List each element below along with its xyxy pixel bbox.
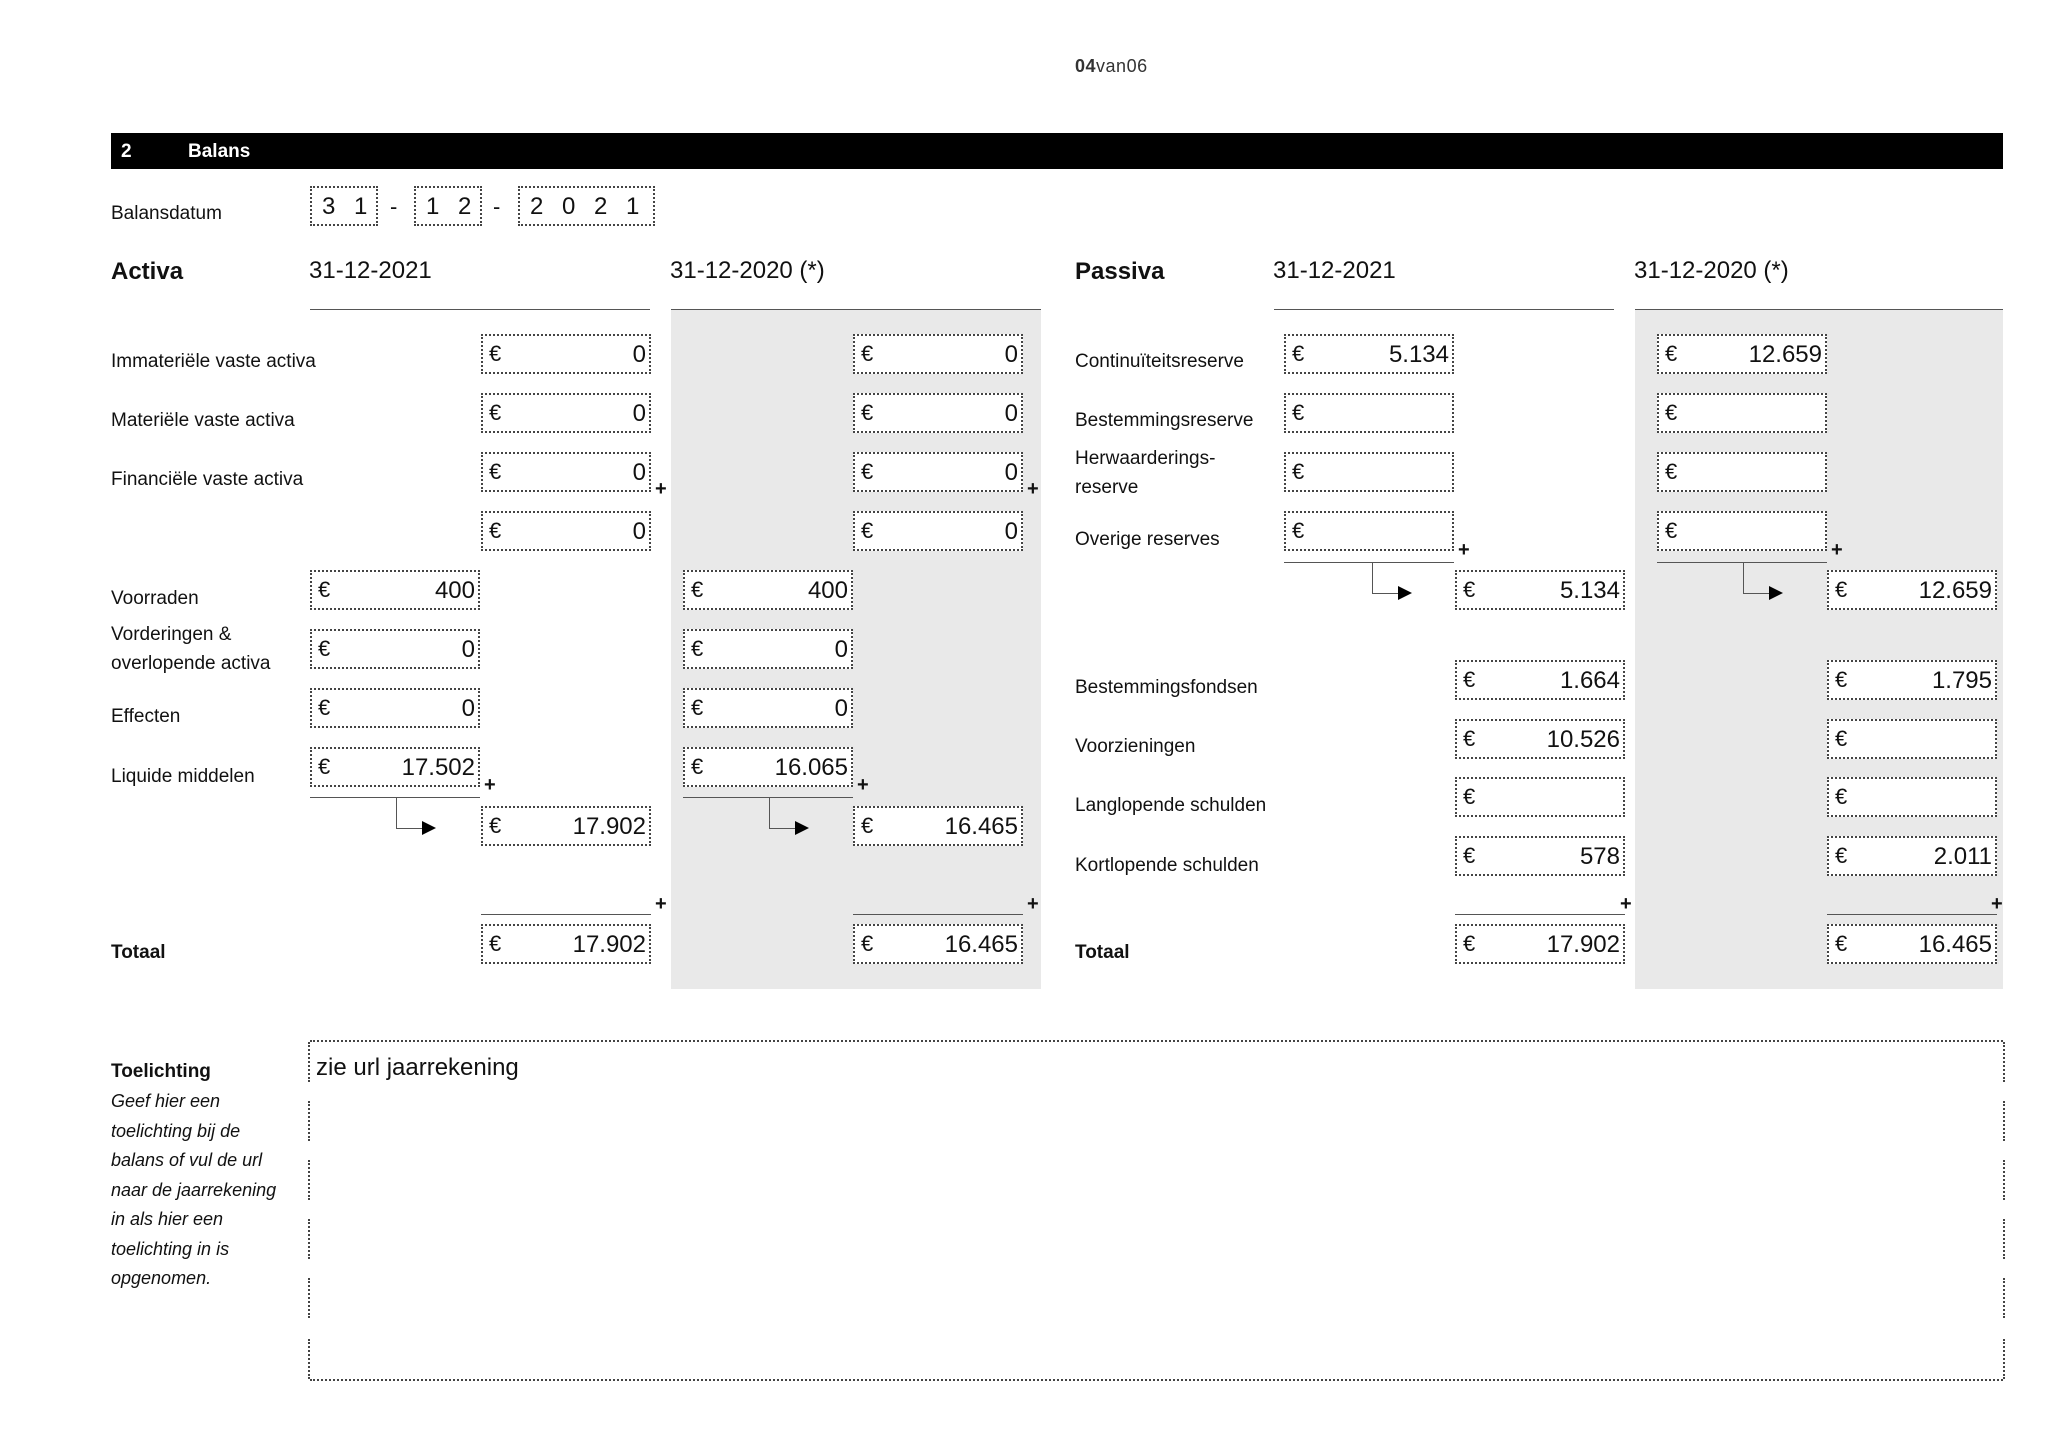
textarea-edge bbox=[2003, 1160, 2005, 1200]
currency-symbol: € bbox=[489, 341, 502, 366]
input-bestemmingsreserve-current[interactable] bbox=[1284, 393, 1454, 433]
field-value: 16.465 bbox=[1918, 931, 1992, 958]
currency-symbol: € bbox=[1292, 518, 1305, 543]
currency-symbol: € bbox=[489, 459, 502, 484]
currency-symbol: € bbox=[1835, 931, 1848, 956]
field-value: 16.465 bbox=[944, 813, 1018, 840]
input-liquide-previous[interactable] bbox=[683, 747, 853, 787]
currency-symbol: € bbox=[1463, 784, 1476, 809]
sum-rule bbox=[1284, 562, 1454, 563]
arrow-shaft bbox=[769, 828, 795, 829]
textarea-edge bbox=[2003, 1219, 2005, 1259]
arrow-right-icon bbox=[422, 821, 436, 835]
input-immateriele-previous[interactable] bbox=[853, 334, 1023, 374]
input-materiele-previous[interactable] bbox=[853, 393, 1023, 433]
input-bestemmingsfondsen-previous[interactable] bbox=[1827, 660, 1997, 700]
currency-symbol: € bbox=[489, 813, 502, 838]
input-voorraden-current[interactable] bbox=[310, 570, 480, 610]
activa-col-previous: 31-12-2020 (*) bbox=[670, 257, 825, 284]
page-number bbox=[1075, 56, 1148, 77]
field-value: 400 bbox=[434, 577, 475, 604]
plus-sign: + bbox=[1458, 539, 1470, 561]
textarea-edge bbox=[308, 1339, 310, 1379]
output-passiva-totaal-current bbox=[1455, 924, 1625, 964]
total-rule bbox=[853, 914, 1023, 915]
year-digit-1: 2 bbox=[530, 193, 544, 220]
input-voorraden-previous[interactable] bbox=[683, 570, 853, 610]
input-immateriele-current[interactable] bbox=[481, 334, 651, 374]
passiva-totaal-label: Totaal bbox=[1075, 942, 1130, 963]
currency-symbol: € bbox=[1463, 843, 1476, 868]
input-bestemmingsfondsen-current[interactable] bbox=[1455, 660, 1625, 700]
label-overige-reserves: Overige reserves bbox=[1075, 529, 1220, 550]
toelichting-help bbox=[111, 1087, 276, 1294]
activa-title: Activa bbox=[111, 258, 184, 285]
field-value: 0 bbox=[461, 636, 475, 663]
arrow-stem bbox=[769, 797, 770, 829]
sum-rule bbox=[683, 797, 853, 798]
textarea-edge bbox=[2003, 1278, 2005, 1318]
field-value: 16.065 bbox=[774, 754, 848, 781]
output-reserves-subtotal-previous bbox=[1827, 570, 1997, 610]
input-kortlopende-current[interactable] bbox=[1455, 836, 1625, 876]
month-digit-2: 2 bbox=[458, 193, 472, 220]
arrow-right-icon bbox=[795, 821, 809, 835]
currency-symbol: € bbox=[489, 931, 502, 956]
help-line: Geef hier een bbox=[111, 1091, 221, 1111]
field-value: 10.526 bbox=[1546, 726, 1620, 753]
input-bestemmingsreserve-previous[interactable] bbox=[1657, 393, 1827, 433]
output-vlottend-subtotal-previous bbox=[853, 806, 1023, 846]
currency-symbol: € bbox=[1835, 726, 1848, 751]
input-effecten-previous[interactable] bbox=[683, 688, 853, 728]
label-continuiteitsreserve: Continuïteitsreserve bbox=[1075, 351, 1244, 372]
currency-symbol: € bbox=[1835, 784, 1848, 809]
day-digit-2: 1 bbox=[354, 193, 368, 220]
textarea-edge bbox=[308, 1278, 310, 1318]
input-liquide-current[interactable] bbox=[310, 747, 480, 787]
currency-symbol: € bbox=[318, 754, 331, 779]
textarea-edge bbox=[308, 1101, 310, 1141]
currency-symbol: € bbox=[1463, 726, 1476, 751]
balansdatum-day[interactable] bbox=[310, 186, 378, 226]
label-bestemmingsfondsen: Bestemmingsfondsen bbox=[1075, 677, 1258, 698]
label-herwaarderings-line2: reserve bbox=[1075, 477, 1139, 498]
field-value: 5.134 bbox=[1388, 341, 1449, 368]
sum-rule bbox=[310, 797, 480, 798]
field-value: 5.134 bbox=[1559, 577, 1620, 604]
currency-symbol: € bbox=[861, 931, 874, 956]
plus-sign: + bbox=[1831, 539, 1843, 561]
currency-symbol: € bbox=[1835, 843, 1848, 868]
output-passiva-totaal-previous bbox=[1827, 924, 1997, 964]
activa-col-current: 31-12-2021 bbox=[309, 257, 432, 284]
input-financiele-current[interactable] bbox=[481, 452, 651, 492]
output-reserves-subtotal-current bbox=[1455, 570, 1625, 610]
label-vorderingen-line1: Vorderingen & bbox=[111, 624, 232, 645]
help-line: naar de jaarrekening bbox=[111, 1179, 277, 1200]
field-value: 0 bbox=[834, 636, 848, 663]
help-line: balans of vul de url bbox=[111, 1150, 263, 1170]
page-of-label: van bbox=[1096, 56, 1127, 76]
output-activa-totaal-current bbox=[481, 924, 651, 964]
arrow-stem bbox=[396, 797, 397, 829]
input-vorderingen-previous[interactable] bbox=[683, 629, 853, 669]
textarea-edge bbox=[308, 1160, 310, 1200]
label-bestemmingsreserve: Bestemmingsreserve bbox=[1075, 410, 1254, 431]
currency-symbol: € bbox=[861, 341, 874, 366]
input-herwaarderingsreserve-current[interactable] bbox=[1284, 452, 1454, 492]
total-rule bbox=[1827, 914, 1997, 915]
currency-symbol: € bbox=[318, 636, 331, 661]
currency-symbol: € bbox=[691, 695, 704, 720]
currency-symbol: € bbox=[1463, 931, 1476, 956]
field-value: 17.902 bbox=[572, 813, 646, 840]
label-financiele-vaste-activa: Financiële vaste activa bbox=[111, 469, 304, 490]
input-continuiteitsreserve-previous[interactable] bbox=[1657, 334, 1827, 374]
label-langlopende-schulden: Langlopende schulden bbox=[1075, 795, 1267, 816]
textarea-edge bbox=[2003, 1042, 2005, 1082]
label-voorraden: Voorraden bbox=[111, 588, 199, 609]
passiva-col-current: 31-12-2021 bbox=[1273, 257, 1396, 284]
field-value: 17.902 bbox=[572, 931, 646, 958]
input-materiele-current[interactable] bbox=[481, 393, 651, 433]
page-total: 06 bbox=[1126, 56, 1148, 76]
field-value: 2.011 bbox=[1933, 843, 1992, 870]
date-separator-1: - bbox=[390, 194, 398, 219]
output-activa-totaal-previous bbox=[853, 924, 1023, 964]
activa-current-header-rule bbox=[310, 309, 650, 310]
currency-symbol: € bbox=[1292, 459, 1305, 484]
day-digit-1: 3 bbox=[322, 193, 336, 220]
label-voorzieningen: Voorzieningen bbox=[1075, 736, 1196, 757]
label-effecten: Effecten bbox=[111, 706, 181, 727]
arrow-shaft bbox=[1372, 593, 1398, 594]
sum-rule bbox=[1657, 562, 1827, 563]
label-kortlopende-schulden: Kortlopende schulden bbox=[1075, 855, 1259, 876]
passiva-previous-header-rule bbox=[1635, 309, 2003, 310]
total-rule bbox=[481, 914, 651, 915]
plus-sign: + bbox=[1027, 478, 1039, 500]
passiva-current-header-rule bbox=[1274, 309, 1614, 310]
field-value: 17.902 bbox=[1546, 931, 1620, 958]
textarea-edge bbox=[308, 1219, 310, 1259]
plus-sign: + bbox=[484, 774, 496, 796]
field-value: 0 bbox=[834, 695, 848, 722]
arrow-shaft bbox=[1743, 593, 1769, 594]
currency-symbol: € bbox=[1463, 577, 1476, 602]
passiva-title: Passiva bbox=[1075, 258, 1165, 285]
input-overige-reserves-previous[interactable] bbox=[1657, 511, 1827, 551]
field-value: 0 bbox=[1004, 341, 1018, 368]
currency-symbol: € bbox=[1665, 341, 1678, 366]
currency-symbol: € bbox=[861, 813, 874, 838]
currency-symbol: € bbox=[691, 754, 704, 779]
currency-symbol: € bbox=[861, 459, 874, 484]
field-value: 0 bbox=[1004, 518, 1018, 545]
input-langlopende-previous[interactable] bbox=[1827, 777, 1997, 817]
input-continuiteitsreserve-current[interactable] bbox=[1284, 334, 1454, 374]
textarea-edge bbox=[2003, 1339, 2005, 1379]
currency-symbol: € bbox=[1835, 667, 1848, 692]
field-value: 0 bbox=[1004, 400, 1018, 427]
input-kortlopende-previous[interactable] bbox=[1827, 836, 1997, 876]
currency-symbol: € bbox=[1835, 577, 1848, 602]
page-current: 04 bbox=[1075, 56, 1097, 76]
input-vorderingen-current[interactable] bbox=[310, 629, 480, 669]
year-digit-2: 0 bbox=[562, 193, 576, 220]
label-immateriele-vaste-activa: Immateriële vaste activa bbox=[111, 351, 316, 372]
field-value: 1.664 bbox=[1559, 667, 1620, 694]
toelichting-value: zie url jaarrekening bbox=[316, 1054, 519, 1081]
arrow-stem bbox=[1743, 562, 1744, 594]
plus-sign: + bbox=[1620, 893, 1632, 915]
field-value: 0 bbox=[632, 341, 646, 368]
activa-previous-header-rule bbox=[671, 309, 1041, 310]
plus-sign: + bbox=[655, 893, 667, 915]
currency-symbol: € bbox=[1463, 667, 1476, 692]
section-header bbox=[111, 133, 2003, 169]
help-line: toelichting bij de bbox=[111, 1120, 241, 1141]
output-vaste-subtotal-current bbox=[481, 511, 651, 551]
help-line: in als hier een bbox=[111, 1209, 224, 1229]
balansdatum-year[interactable] bbox=[518, 186, 655, 226]
label-materiele-vaste-activa: Materiële vaste activa bbox=[111, 410, 295, 431]
section-number: 2 bbox=[121, 141, 132, 162]
currency-symbol: € bbox=[1665, 400, 1678, 425]
field-value: 0 bbox=[632, 459, 646, 486]
textarea-edge bbox=[2003, 1101, 2005, 1141]
help-line: opgenomen. bbox=[111, 1268, 212, 1288]
currency-symbol: € bbox=[489, 400, 502, 425]
textarea-edge bbox=[308, 1042, 310, 1082]
year-digit-3: 2 bbox=[594, 193, 608, 220]
plus-sign: + bbox=[1991, 893, 2003, 915]
input-financiele-previous[interactable] bbox=[853, 452, 1023, 492]
plus-sign: + bbox=[857, 774, 869, 796]
activa-totaal-label: Totaal bbox=[111, 942, 166, 963]
currency-symbol: € bbox=[861, 400, 874, 425]
total-rule bbox=[1455, 914, 1625, 915]
toelichting-title: Toelichting bbox=[111, 1061, 211, 1082]
currency-symbol: € bbox=[489, 518, 502, 543]
field-value: 0 bbox=[1004, 459, 1018, 486]
output-vlottend-subtotal-current bbox=[481, 806, 651, 846]
currency-symbol: € bbox=[691, 636, 704, 661]
arrow-right-icon bbox=[1769, 586, 1783, 600]
passiva-col-previous: 31-12-2020 (*) bbox=[1634, 257, 1789, 284]
field-value: 0 bbox=[632, 518, 646, 545]
month-digit-1: 1 bbox=[426, 193, 440, 220]
field-value: 17.502 bbox=[401, 754, 475, 781]
section-title: Balans bbox=[188, 141, 251, 162]
currency-symbol: € bbox=[1292, 341, 1305, 366]
arrow-right-icon bbox=[1398, 586, 1412, 600]
label-herwaarderings-line1: Herwaarderings- bbox=[1075, 448, 1216, 469]
currency-symbol: € bbox=[1665, 459, 1678, 484]
label-vorderingen-line2: overlopende activa bbox=[111, 653, 271, 674]
currency-symbol: € bbox=[1665, 518, 1678, 543]
field-value: 1.795 bbox=[1931, 667, 1992, 694]
arrow-stem bbox=[1372, 562, 1373, 594]
currency-symbol: € bbox=[691, 577, 704, 602]
plus-sign: + bbox=[655, 478, 667, 500]
input-effecten-current[interactable] bbox=[310, 688, 480, 728]
arrow-shaft bbox=[396, 828, 422, 829]
field-value: 578 bbox=[1579, 843, 1620, 870]
currency-symbol: € bbox=[861, 518, 874, 543]
label-liquide-middelen: Liquide middelen bbox=[111, 766, 255, 787]
toelichting-textarea[interactable] bbox=[310, 1040, 2003, 1381]
field-value: 400 bbox=[807, 577, 848, 604]
input-langlopende-current[interactable] bbox=[1455, 777, 1625, 817]
date-separator-2: - bbox=[493, 194, 501, 219]
field-value: 16.465 bbox=[944, 931, 1018, 958]
input-overige-reserves-current[interactable] bbox=[1284, 511, 1454, 551]
field-value: 0 bbox=[632, 400, 646, 427]
input-herwaarderingsreserve-previous[interactable] bbox=[1657, 452, 1827, 492]
currency-symbol: € bbox=[318, 577, 331, 602]
input-voorzieningen-previous[interactable] bbox=[1827, 719, 1997, 759]
currency-symbol: € bbox=[318, 695, 331, 720]
field-value: 12.659 bbox=[1748, 341, 1822, 368]
field-value: 12.659 bbox=[1918, 577, 1992, 604]
input-voorzieningen-current[interactable] bbox=[1455, 719, 1625, 759]
field-value: 0 bbox=[461, 695, 475, 722]
help-line: toelichting in is bbox=[111, 1238, 230, 1259]
balansdatum-month[interactable] bbox=[414, 186, 482, 226]
year-digit-4: 1 bbox=[626, 193, 640, 220]
currency-symbol: € bbox=[1292, 400, 1305, 425]
plus-sign: + bbox=[1027, 893, 1039, 915]
output-vaste-subtotal-previous bbox=[853, 511, 1023, 551]
balansdatum-label: Balansdatum bbox=[111, 203, 222, 224]
